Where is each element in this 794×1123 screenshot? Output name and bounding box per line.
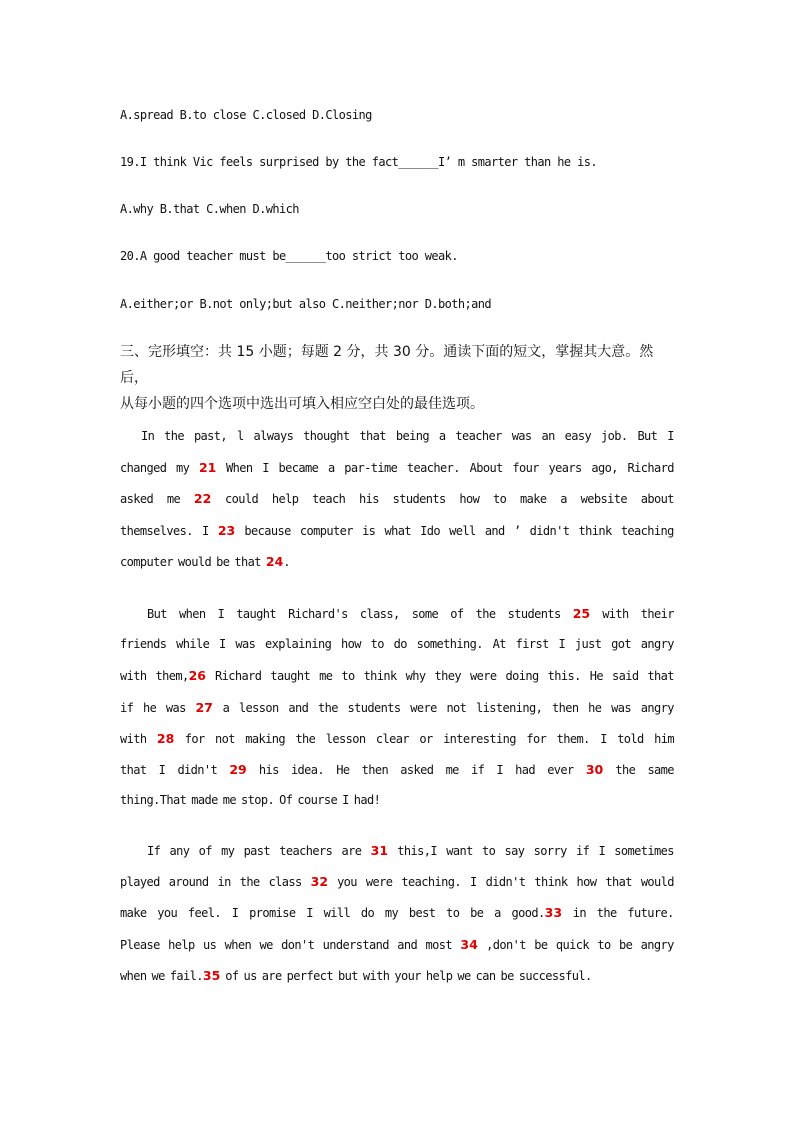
word: a (494, 906, 501, 921)
word: of (225, 968, 239, 983)
word: But (637, 429, 658, 443)
word: just (574, 637, 602, 652)
blank-number: 23 (217, 522, 236, 538)
word: clear (375, 731, 409, 746)
word: were (365, 875, 393, 890)
word: But (147, 607, 167, 621)
word: we (259, 937, 273, 952)
word: he (588, 700, 602, 715)
word: teaching (620, 523, 674, 538)
word: said (611, 669, 639, 684)
word: computer (120, 554, 173, 569)
word: while (176, 637, 210, 652)
blank-number: 29 (229, 761, 247, 777)
word: past (243, 844, 271, 858)
section-heading-line-1: 三、完形填空：共 15 小题；每题 2 分，共 30 分。通读下面的短文，掌握其大意。然后， (120, 344, 654, 386)
blank-number: 33 (544, 905, 563, 921)
word: became (278, 461, 319, 476)
word: with (120, 731, 147, 746)
word: think (578, 523, 612, 538)
word: him (654, 731, 674, 746)
word: to (446, 906, 460, 921)
word: me (166, 492, 181, 507)
passage-line (120, 491, 674, 522)
word: his (258, 762, 279, 777)
word: computer (299, 523, 353, 538)
word: feel. (187, 906, 221, 921)
word: us (243, 968, 257, 983)
word: that (605, 875, 632, 890)
word: don't (281, 937, 315, 952)
word: if (120, 700, 134, 715)
word: when (178, 607, 206, 621)
word: ago, (591, 461, 618, 476)
word: I (558, 637, 566, 652)
word: to (370, 637, 384, 652)
word: About (469, 461, 503, 476)
word: teachers (279, 844, 333, 858)
word: the (615, 762, 636, 777)
word: you (157, 906, 178, 921)
word: want (446, 844, 473, 858)
word: were (410, 700, 437, 715)
word: and (484, 523, 505, 538)
word: a (560, 492, 567, 507)
passage-line (120, 460, 674, 491)
passage-paragraph (120, 429, 674, 585)
word: class, (359, 607, 400, 621)
word: this,I (397, 844, 438, 858)
word: Richard's (288, 607, 348, 621)
word: teaching. (401, 875, 462, 890)
blank-number: 35 (202, 967, 221, 983)
passage-line (120, 668, 674, 699)
word: them. (556, 731, 590, 746)
word: make (120, 906, 147, 921)
passage-line (120, 523, 674, 554)
word: help (168, 937, 195, 952)
word: then (361, 762, 389, 777)
blank-word: 24. (265, 553, 290, 569)
word: made (191, 793, 218, 808)
word: lesson (238, 700, 279, 715)
word: sometimes (614, 844, 674, 858)
word: us (203, 937, 217, 952)
word: the (596, 906, 617, 921)
word: would (178, 554, 212, 569)
word: do (393, 637, 407, 652)
word: why (405, 669, 426, 684)
word: I (158, 762, 166, 777)
word: make (520, 492, 547, 507)
word: I (667, 429, 674, 443)
word: understand (322, 937, 389, 952)
passage-line (120, 843, 674, 874)
word: course (297, 793, 338, 808)
word: par-time (344, 461, 398, 476)
word: of (450, 607, 464, 621)
word: the (164, 429, 185, 443)
word: be (534, 937, 548, 952)
blank-number: 22 (193, 491, 212, 507)
word: a (327, 461, 335, 476)
word: ’ (513, 523, 521, 538)
blank-word: fail.35 (169, 967, 221, 983)
blank-number: 28 (156, 730, 175, 746)
word: didn't (529, 523, 570, 538)
word: angry (640, 700, 674, 715)
word: most (425, 937, 452, 952)
blank-number: 26 (188, 668, 207, 684)
word: with (120, 669, 147, 684)
word: to (341, 669, 355, 684)
word: me (445, 762, 459, 777)
word: At (492, 637, 506, 652)
blank-word (157, 731, 174, 746)
word: was (165, 700, 186, 715)
blank-word (194, 491, 211, 506)
word: ,don't (486, 937, 526, 952)
word: I (598, 844, 606, 858)
word: something. (416, 637, 483, 652)
word: if (575, 844, 590, 858)
word: think (363, 669, 397, 684)
word: that (359, 429, 386, 443)
blank-word (371, 843, 388, 858)
blank-word: good.33 (511, 905, 563, 921)
word: I (217, 607, 225, 621)
word: how (341, 637, 361, 652)
word: Richard (215, 669, 262, 684)
word: any (169, 844, 190, 858)
passage-paragraph (120, 606, 674, 824)
word: what (384, 523, 411, 538)
word: be (500, 968, 514, 983)
word: we (457, 968, 471, 983)
word: had! (353, 793, 381, 808)
word: of (198, 844, 212, 858)
word: be (216, 554, 230, 569)
word: l (236, 429, 244, 443)
word: successful. (518, 968, 592, 983)
word: website (580, 492, 628, 507)
word: will (323, 906, 351, 921)
question-options-20: A.either;or B.not only;but also C.neither;nor D.both;and (120, 297, 491, 311)
word: my (384, 906, 399, 921)
blank-word (586, 762, 603, 777)
word: be (619, 937, 633, 952)
word: help (271, 492, 299, 507)
word: because (244, 523, 291, 538)
word: thing.That (120, 793, 187, 808)
passage-line (120, 700, 674, 731)
word: stop. (241, 793, 275, 808)
word: I (219, 637, 226, 652)
word: this. (547, 669, 581, 684)
word: I (306, 906, 313, 921)
word: listening, (476, 700, 543, 715)
blank-word (195, 700, 212, 715)
word: Ido (420, 523, 440, 538)
word: When (226, 461, 253, 476)
word: sorry (533, 844, 567, 858)
word: my (176, 461, 190, 476)
blank-word (229, 762, 246, 777)
blank-number: 31 (370, 843, 389, 858)
word: in (217, 875, 231, 890)
word: had (515, 762, 536, 777)
word: first (515, 637, 549, 652)
word: are (341, 844, 362, 858)
word: he (142, 700, 157, 715)
word: students (392, 492, 446, 507)
word: promise (249, 906, 296, 921)
word: but (338, 968, 358, 983)
word: the (295, 731, 316, 746)
blank-number: 25 (572, 606, 591, 621)
word: was (235, 637, 256, 652)
word: I (470, 875, 477, 890)
section-heading-line-2: 从每小题的四个选项中选出可填入相应空白处的最佳选项。 (120, 396, 484, 412)
passage-line (120, 874, 674, 905)
blank-word (573, 606, 590, 621)
word: with (602, 607, 629, 621)
word: teacher. (406, 461, 460, 476)
word: the (317, 700, 338, 715)
section-heading (120, 339, 680, 417)
blank-word: them,26 (155, 668, 207, 684)
word: around (168, 875, 209, 890)
word: their (640, 607, 674, 621)
word: the (239, 875, 260, 890)
blank-word (199, 460, 216, 475)
word: Richard (627, 461, 674, 476)
word: his (359, 492, 379, 507)
passage-paragraph (120, 843, 674, 999)
word: was (611, 700, 631, 715)
word: would (640, 875, 674, 890)
word: future. (627, 906, 674, 921)
word: I (496, 762, 503, 777)
word: explaining (265, 637, 332, 652)
word: a (222, 700, 230, 715)
word: lesson (325, 731, 366, 746)
blank-word (311, 874, 328, 889)
passage-line (120, 937, 674, 968)
question-options-19: A.why B.that C.when D.which (120, 202, 299, 216)
blank-number: 21 (198, 460, 217, 476)
word: help (425, 968, 453, 983)
word: not (215, 731, 235, 746)
word: ever (547, 762, 574, 777)
word: about (640, 492, 674, 507)
word: when (224, 937, 252, 952)
passage-line (120, 554, 674, 585)
word: to (493, 492, 507, 507)
word: to (597, 937, 611, 952)
word: friends (120, 637, 167, 652)
word: be (470, 906, 484, 921)
passage-line (120, 606, 674, 637)
word: could (225, 492, 259, 507)
word: idea. (290, 762, 325, 777)
word: always (253, 429, 294, 443)
word: I (600, 731, 607, 746)
word: angry (640, 937, 674, 952)
passage-line (120, 793, 674, 824)
blank-word (218, 523, 235, 538)
word: say (504, 844, 525, 858)
word: and (288, 700, 309, 715)
word: me (319, 669, 333, 684)
word: same (647, 762, 674, 777)
word: interesting (443, 731, 516, 746)
word: themselves. (120, 523, 193, 538)
word: not (446, 700, 467, 715)
word: that (647, 669, 674, 684)
word: were (470, 669, 497, 684)
word: taught (270, 669, 311, 684)
word: class (268, 875, 302, 890)
word: when (120, 968, 147, 983)
passage-line (120, 905, 674, 936)
blank-number: 32 (310, 874, 329, 890)
word: to (482, 844, 496, 858)
word: that (120, 762, 147, 777)
word: perfect (286, 968, 334, 983)
word: me (222, 793, 236, 808)
word: didn't (177, 762, 218, 777)
word: how (576, 875, 597, 890)
word: making (245, 731, 286, 746)
word: best (408, 906, 436, 921)
word: students (507, 607, 561, 621)
word: was (511, 429, 532, 443)
word: doing (505, 669, 539, 684)
word: well (449, 523, 476, 538)
word: I (342, 793, 349, 808)
blank-number: 27 (195, 699, 213, 715)
word: you (337, 875, 357, 890)
passage-line (120, 968, 674, 999)
word: think (534, 875, 568, 890)
passage-line (120, 429, 674, 460)
word: job. (601, 429, 628, 443)
word: I (231, 906, 239, 921)
word: In (141, 429, 155, 443)
word: that (234, 554, 261, 569)
word: are (261, 968, 282, 983)
word: easy (564, 429, 592, 443)
word: teacher (455, 429, 502, 443)
word: He (336, 762, 350, 777)
word: Please (120, 937, 160, 952)
word: can (475, 968, 496, 983)
word: do (360, 906, 375, 921)
question-options-18: A.spread B.to close C.closed D.Closing (120, 108, 372, 122)
word: with (362, 968, 390, 983)
word: taught (236, 607, 277, 621)
word: is (362, 523, 376, 538)
word: some (411, 607, 439, 621)
blank-number: 24 (265, 553, 284, 569)
word: my (221, 844, 235, 858)
word: students (347, 700, 401, 715)
passage-line (120, 731, 674, 762)
question-19: 19.I think Vic feels surprised by the fact______I’ m smarter than he is. (120, 155, 597, 169)
word: He (589, 669, 603, 684)
word: didn't (485, 875, 526, 890)
word: in (572, 906, 587, 921)
word: got (611, 637, 631, 652)
word: asked (400, 762, 434, 777)
word: four (512, 461, 539, 476)
word: told (617, 731, 644, 746)
word: then (551, 700, 579, 715)
word: thought (303, 429, 350, 443)
passage-line (120, 762, 674, 793)
word: teach (312, 492, 346, 507)
word: or (419, 731, 433, 746)
word: your (394, 968, 421, 983)
passage-line (120, 637, 674, 668)
word: played (120, 875, 160, 890)
word: past, (193, 429, 228, 443)
word: for (184, 731, 205, 746)
word: changed (120, 461, 167, 476)
word: a (438, 429, 446, 443)
word: being (395, 429, 429, 443)
blank-number: 34 (460, 936, 478, 952)
word: angry (640, 637, 674, 652)
word: I (202, 523, 209, 538)
word: years (548, 461, 582, 476)
blank-number: 30 (585, 761, 604, 777)
word: if (470, 762, 485, 777)
word: quick (555, 937, 590, 952)
word: I (262, 461, 269, 476)
question-20: 20.A good teacher must be______too strict too weak. (120, 249, 458, 263)
word: the (475, 607, 496, 621)
blank-word (460, 937, 477, 952)
word: they (434, 669, 462, 684)
word: asked (120, 492, 154, 507)
word: an (541, 429, 555, 443)
word: how (459, 492, 480, 507)
word: Of (279, 793, 293, 808)
word: we (151, 968, 165, 983)
word: If (147, 844, 161, 858)
word: for (526, 731, 547, 746)
word: and (397, 937, 418, 952)
